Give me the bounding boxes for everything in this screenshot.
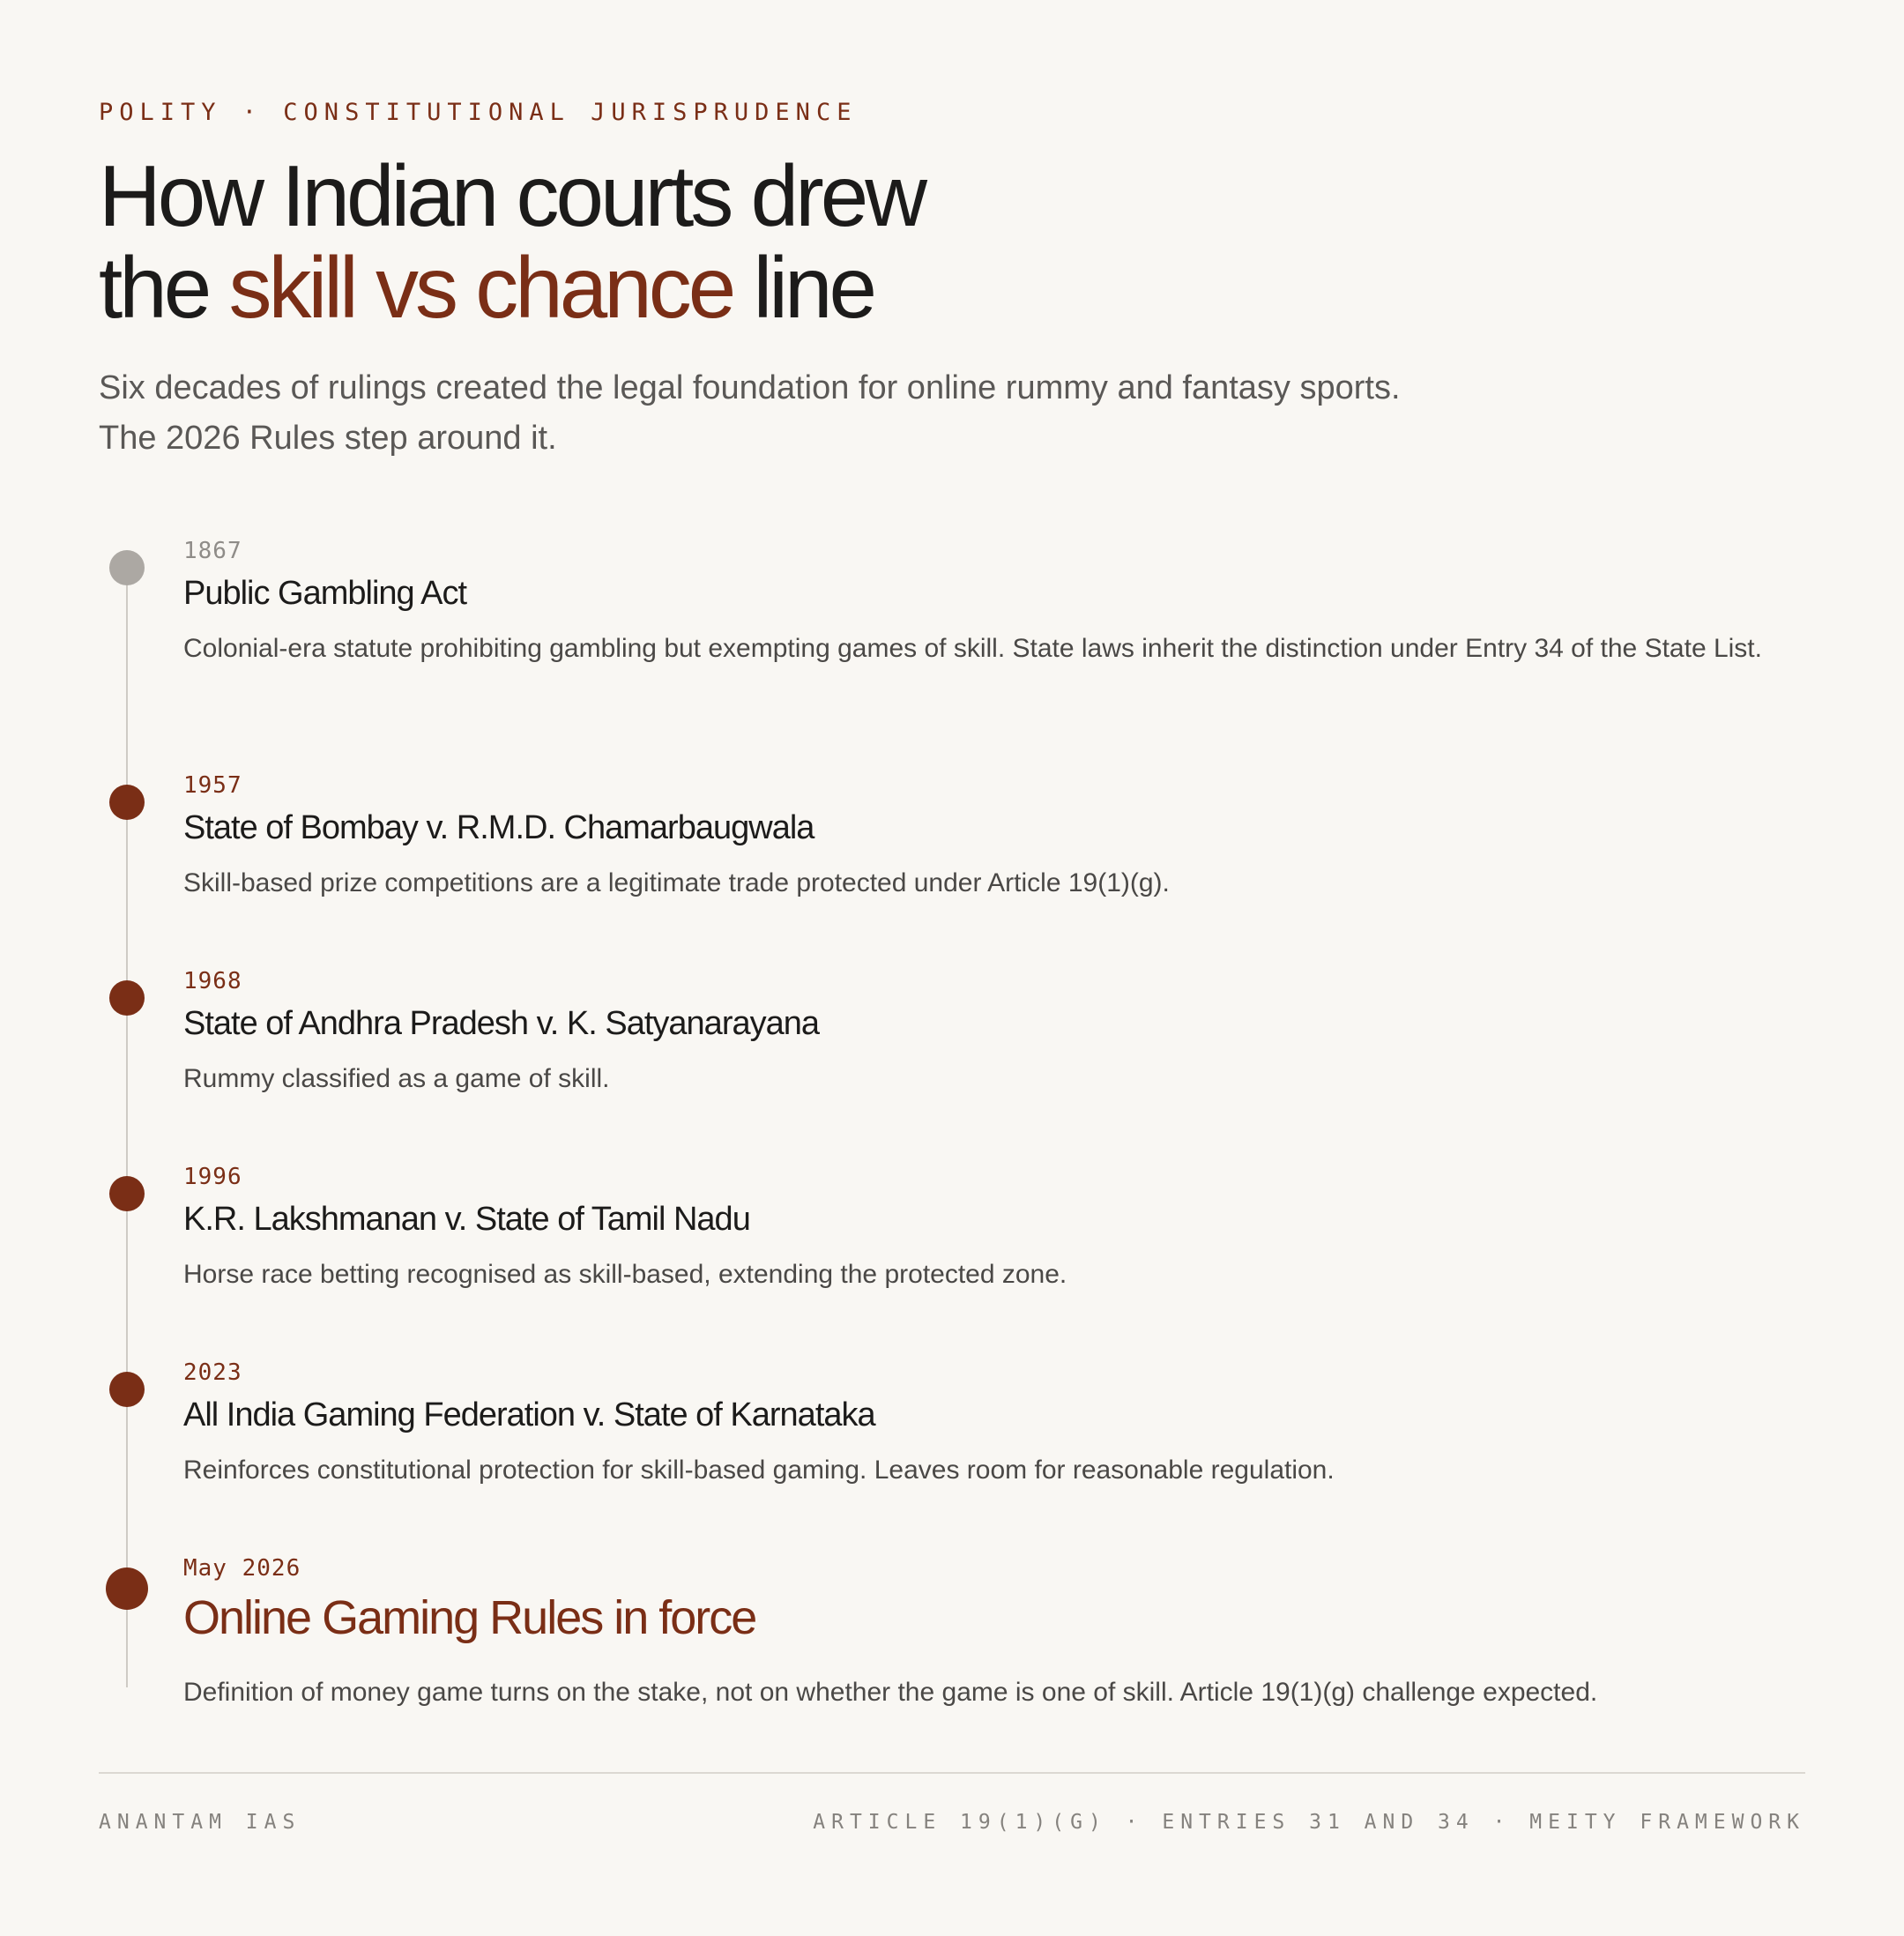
event-description: Skill-based prize competitions are a legitimate trade protected under Article 19(1)(g). [183, 868, 1170, 897]
title-accent: skill vs chance [228, 239, 733, 336]
event-year: 1968 [183, 968, 242, 994]
event-year: May 2026 [183, 1555, 301, 1582]
event-title-current: Online Gaming Rules in force [183, 1591, 756, 1644]
event-title: K.R. Lakshmanan v. State of Tamil Nadu [183, 1201, 750, 1238]
section-kicker: POLITY · CONSTITUTIONAL JURISPRUDENCE [99, 99, 858, 126]
timeline [99, 538, 1805, 1707]
title-line-2-pre: the [99, 239, 229, 336]
footer-divider [99, 1772, 1805, 1774]
footer-tags: ARTICLE 19(1)(G) · ENTRIES 31 AND 34 · MEITY FRAMEWORK [813, 1811, 1805, 1834]
timeline-dot [109, 550, 145, 585]
title-line-1: How Indian courts drew [99, 147, 925, 244]
event-title: Public Gambling Act [183, 575, 467, 612]
event-year: 1996 [183, 1164, 242, 1190]
event-year: 1957 [183, 772, 242, 799]
subtitle-line-2: The 2026 Rules step around it. [99, 420, 557, 457]
footer-brand: ANANTAM IAS [99, 1811, 301, 1834]
title-line-2-post: line [733, 239, 874, 336]
timeline-line [126, 568, 128, 1687]
event-description: Definition of money game turns on the stake, not on whether the game is one of skill. Article 19(1)(g) challenge expected. [183, 1678, 1598, 1707]
event-description: Horse race betting recognised as skill-based, extending the protected zone. [183, 1260, 1067, 1289]
timeline-dot [109, 1176, 145, 1211]
event-title: State of Bombay v. R.M.D. Chamarbaugwala [183, 809, 814, 846]
subtitle-line-1: Six decades of rulings created the legal foundation for online rummy and fantasy sports. [99, 369, 1401, 406]
timeline-dot [109, 1372, 145, 1407]
event-title: State of Andhra Pradesh v. K. Satyanarayana [183, 1005, 820, 1042]
page-title [99, 147, 925, 336]
event-description: Rummy classified as a game of skill. [183, 1064, 610, 1093]
event-year: 1867 [183, 538, 242, 564]
page-subtitle [99, 363, 1774, 464]
timeline-dot [109, 980, 145, 1016]
event-description: Colonial-era statute prohibiting gambling but exempting games of skill. State laws inherit the distinction under Entry 34 of the State List. [183, 634, 1762, 663]
event-description: Reinforces constitutional protection for skill-based gaming. Leaves room for reasonable regulation. [183, 1456, 1335, 1485]
event-title: All India Gaming Federation v. State of Karnataka [183, 1396, 875, 1433]
timeline-dot [109, 785, 145, 820]
event-year: 2023 [183, 1359, 242, 1386]
timeline-dot-current [106, 1567, 148, 1610]
